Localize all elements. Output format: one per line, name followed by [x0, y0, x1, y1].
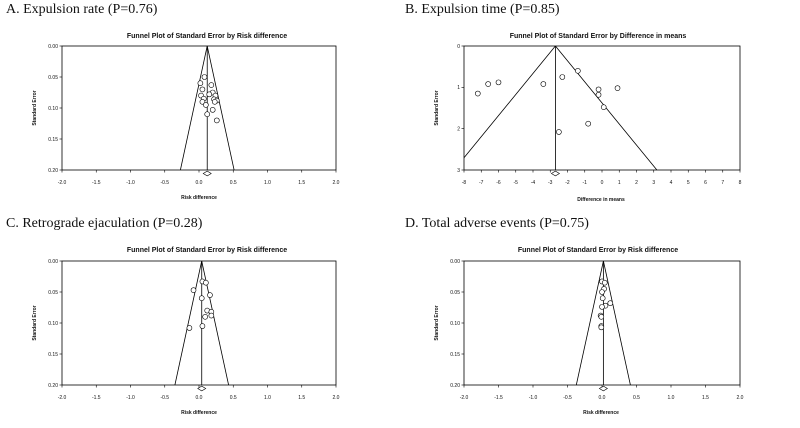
study-point — [541, 82, 546, 87]
study-point — [200, 324, 205, 329]
x-tick-label: 1.0 — [264, 395, 271, 401]
x-tick-label: 0.0 — [195, 395, 203, 401]
x-tick-label: 0.0 — [195, 180, 203, 186]
x-tick-label: -1 — [582, 180, 587, 186]
x-tick-label: -6 — [496, 180, 501, 186]
x-tick-label: -0.5 — [160, 180, 170, 186]
y-tick-label: 0.05 — [450, 289, 460, 296]
x-tick-label: 0.0 — [598, 395, 606, 401]
study-point — [209, 83, 214, 88]
x-tick-label: 5 — [686, 180, 690, 186]
study-point — [486, 82, 491, 87]
study-point — [475, 91, 480, 96]
y-tick-label: 0.15 — [48, 351, 58, 358]
study-point — [203, 280, 208, 285]
x-tick-label: -4 — [530, 180, 536, 186]
x-tick-label: -0.5 — [563, 395, 572, 401]
y-tick-label: 0.20 — [48, 382, 58, 389]
x-tick-label: 2.0 — [332, 395, 340, 401]
pooled-effect-diamond — [203, 171, 211, 176]
x-tick-label: 1.5 — [298, 395, 306, 401]
x-tick-label: 1.0 — [667, 395, 675, 401]
y-tick-label: 3 — [457, 167, 460, 174]
study-point — [207, 92, 212, 97]
study-point — [602, 280, 607, 285]
panel-label: A. Expulsion rate (P=0.76) — [6, 2, 158, 17]
plot-title: Funnel Plot of Standard Error by Difference in means — [509, 33, 687, 40]
study-point — [203, 102, 208, 107]
study-point — [200, 87, 205, 92]
y-tick-label: 0.15 — [48, 136, 58, 143]
y-tick-label: 0.00 — [48, 43, 58, 50]
x-tick-label: 1.5 — [702, 395, 709, 401]
study-point — [203, 314, 208, 319]
y-tick-label: 0.00 — [48, 258, 58, 265]
funnel-plot-panel-d — [405, 216, 744, 416]
x-tick-label: 0.5 — [229, 395, 237, 401]
study-point — [207, 293, 212, 298]
x-tick-label: -2.0 — [57, 395, 67, 401]
x-tick-label: 1.0 — [264, 180, 271, 186]
x-tick-label: -2 — [565, 180, 570, 186]
x-tick-label: 0.5 — [229, 180, 237, 186]
study-point — [212, 99, 217, 104]
x-tick-label: -1.5 — [91, 180, 101, 186]
y-tick-label: 0 — [457, 43, 460, 50]
plot-title: Funnel Plot of Standard Error by Risk difference — [126, 33, 288, 40]
study-point — [191, 288, 196, 293]
x-tick-label: -5 — [513, 180, 518, 186]
study-point — [214, 118, 219, 123]
study-point — [187, 325, 192, 330]
x-tick-label: 2 — [635, 180, 638, 186]
study-point — [496, 80, 501, 85]
y-tick-label: 0.15 — [450, 351, 460, 358]
study-point — [556, 129, 561, 134]
y-tick-label: 0.20 — [48, 167, 58, 174]
x-tick-label: 2.0 — [736, 395, 744, 401]
pooled-effect-diamond — [599, 386, 607, 391]
x-tick-label: -1.0 — [528, 395, 538, 401]
plot-frame — [62, 261, 336, 385]
y-axis-label: Standard Error — [32, 305, 38, 341]
x-tick-label: 4 — [669, 180, 673, 186]
study-point — [599, 314, 604, 319]
x-tick-label: -2.0 — [57, 180, 67, 186]
y-axis-label: Standard Error — [32, 90, 38, 126]
study-point — [209, 313, 214, 318]
study-point — [596, 87, 601, 92]
study-point — [599, 325, 604, 330]
y-tick-label: 0.10 — [48, 105, 58, 112]
funnel-plot-panel-c — [6, 216, 340, 416]
study-point — [600, 304, 605, 309]
x-tick-label: -1.0 — [126, 395, 135, 401]
y-tick-label: 0.05 — [48, 74, 58, 81]
x-tick-label: 3 — [652, 180, 656, 186]
study-point — [600, 290, 605, 295]
y-tick-label: 0.10 — [48, 320, 58, 327]
x-axis-label: Risk difference — [583, 410, 619, 416]
x-tick-label: -1.5 — [494, 395, 503, 401]
y-axis-label: Standard Error — [434, 305, 440, 341]
x-tick-label: 0.5 — [633, 395, 640, 401]
plot-title: Funnel Plot of Standard Error by Risk difference — [126, 247, 288, 254]
x-tick-label: -1.0 — [126, 180, 135, 186]
study-point — [205, 112, 210, 117]
x-tick-label: 7 — [721, 180, 725, 186]
y-axis-label: Standard Error — [434, 90, 440, 126]
pooled-effect-diamond — [551, 171, 559, 176]
panel-label: D. Total adverse events (P=0.75) — [405, 216, 589, 231]
x-tick-label: 1 — [617, 180, 621, 186]
x-tick-label: 0 — [600, 180, 604, 186]
x-tick-label: -8 — [461, 180, 467, 186]
x-axis-label: Risk difference — [181, 410, 217, 416]
y-tick-label: 1 — [457, 85, 460, 92]
x-tick-label: -0.5 — [160, 395, 170, 401]
panel-label: B. Expulsion time (P=0.85) — [405, 2, 560, 17]
study-point — [560, 75, 565, 80]
y-tick-label: 2 — [457, 126, 460, 133]
study-point — [600, 296, 605, 301]
panel-label: C. Retrograde ejaculation (P=0.28) — [6, 216, 203, 231]
study-point — [210, 107, 215, 112]
study-point — [601, 105, 606, 110]
x-tick-label: -1.5 — [91, 395, 101, 401]
study-point — [575, 68, 580, 73]
study-point — [202, 75, 207, 80]
x-axis-label: Difference in means — [577, 197, 625, 203]
y-tick-label: 0.20 — [450, 382, 460, 389]
study-point — [615, 86, 620, 91]
study-point — [198, 81, 203, 86]
study-point — [199, 296, 204, 301]
x-tick-label: -3 — [548, 180, 553, 186]
x-tick-label: 1.5 — [298, 180, 306, 186]
x-axis-label: Risk difference — [181, 195, 217, 201]
x-tick-label: 2.0 — [332, 180, 340, 186]
study-point — [586, 121, 591, 126]
plot-title: Funnel Plot of Standard Error by Risk difference — [517, 247, 679, 254]
x-tick-label: 6 — [704, 180, 707, 186]
y-tick-label: 0.05 — [48, 289, 58, 296]
study-point — [608, 301, 613, 306]
y-tick-label: 0.10 — [450, 320, 460, 327]
plot-frame — [62, 46, 336, 170]
x-tick-label: -7 — [479, 180, 484, 186]
funnel-plot-panel-a — [6, 2, 340, 201]
x-tick-label: -2.0 — [459, 395, 469, 401]
funnel-plot-panel-b — [405, 2, 742, 203]
study-point — [596, 92, 601, 97]
x-tick-label: 8 — [738, 180, 742, 186]
y-tick-label: 0.00 — [450, 258, 460, 265]
